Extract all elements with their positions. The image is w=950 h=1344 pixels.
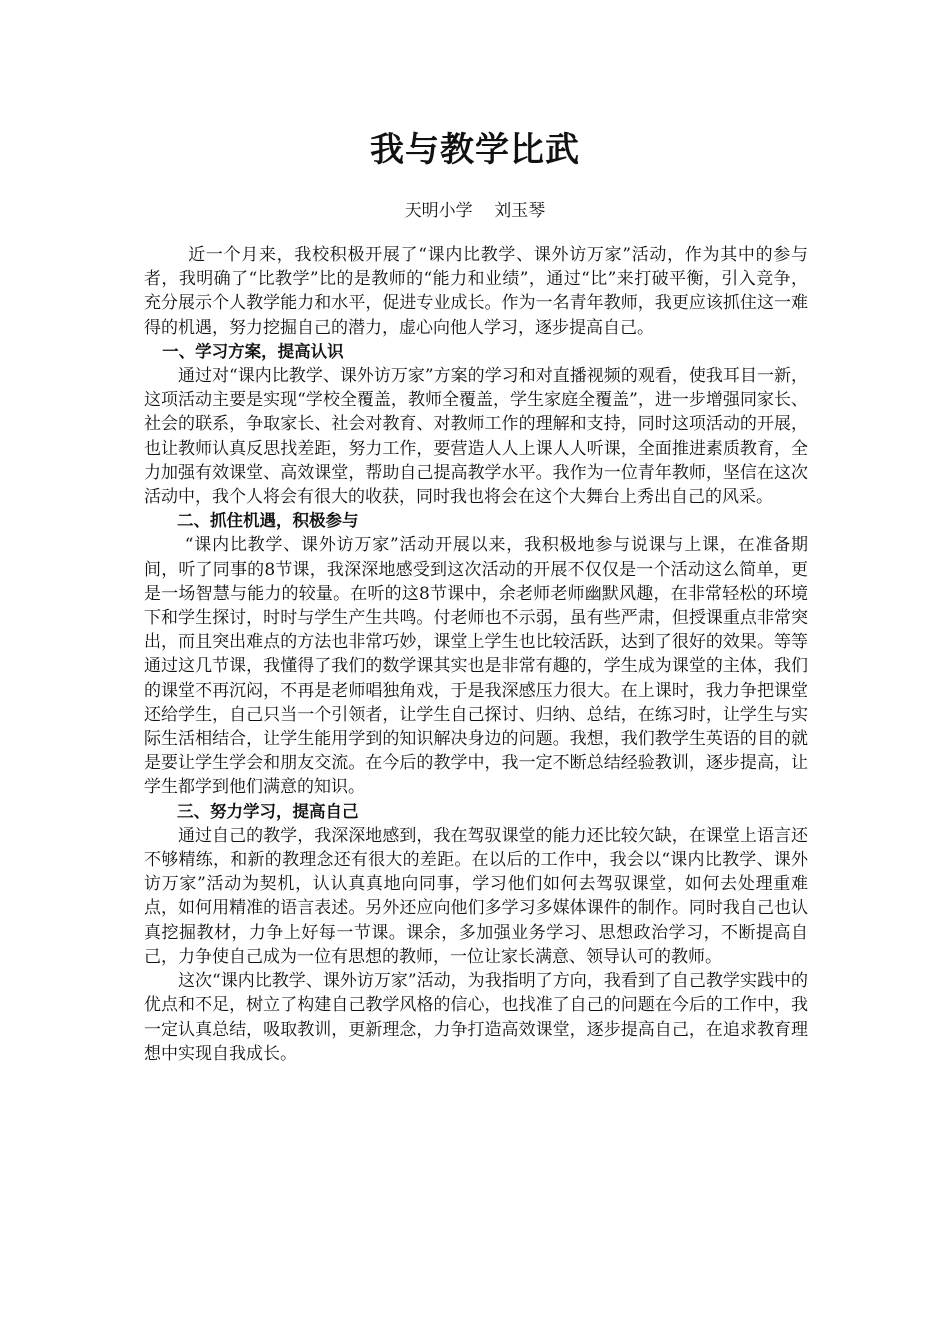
section-heading: 一、学习方案，提高认识 <box>162 341 344 361</box>
intro-paragraph: 近一个月来，我校积极开展了“课内比教学、课外访万家”活动，作为其中的参与者，我明确了“比教学”比的是教师的“能力和业绩”，通过“比”来打破平衡，引入竞争，充分展示个人教学能力和水平，促进专业成长。作为一名青年教师，我更应该抓住这一难得的机遇，努力挖掘自己的潜力，虚心向他人学习，逐步提高自己。 <box>144 245 808 338</box>
section-heading: 三、努力学习，提高自己 <box>177 801 359 821</box>
section-heading: 二、抓住机遇，积极参与 <box>177 511 359 531</box>
closing-paragraph: 这次“课内比教学、课外访万家”活动，为我指明了方向，我看到了自己教学实践中的优点和不足，树立了构建自己教学风格的信心，也找准了自己的问题在今后的工作中，我一定认真总结，吸取教训，更新理念，力争打造高效课堂，逐步提高自己，在追求教育理想中实现自我成长。 <box>144 971 808 1064</box>
author-line: 天明小学 刘玉琴 <box>404 201 546 221</box>
section-paragraph: “课内比教学、课外访万家”活动开展以来，我积极地参与说课与上课，在准备期间，听了同事的8节课，我深深地感受到这次活动的开展不仅仅是一个活动这么简单，更是一场智慧与能力的较量。在听的这8节课中，余老师老师幽默风趣，在非常轻松的环境下和学生探讨，时时与学生产生共鸣。付老师也不示弱，虽有些严肃，但授课重点非常突出，而且突出难点的方法也非常巧妙，课堂上学生也比较活跃，达到了很好的效果。等等通过这几节课，我懂得了我们的数学课其实也是非常有趣的，学生成为课堂的主体，我们的课堂不再沉闷，不再是老师唱独角戏，于是我深感压力很大。在上课时，我力争把课堂还给学生，自己只当一个引领者，让学生自己探讨、归纳、总结，在练习时，让学生与实际生活相结合，让学生能用学到的知识解决身边的问题。我想，我们教学生英语的目的就是要让学生学会和朋友交流。在今后的教学中，我一定不断总结经验教训，逐步提高，让学生都学到他们满意的知识。 <box>144 535 808 798</box>
document-body <box>144 243 808 1066</box>
section-paragraph: 通过自己的教学，我深深地感到，我在驾驭课堂的能力还比较欠缺，在课堂上语言还不够精练，和新的教理念还有很大的差距。在以后的工作中，我会以“课内比教学、课外访万家”活动为契机，认认真真地向同事，学习他们如何去驾驭课堂，如何去处理重难点，如何用精准的语言表述。另外还应向他们多学习多媒体课件的制作。同时我自己也认真挖掘教材，力争上好每一节课。课余，多加强业务学习、思想政治学习，不断提高自己，力争使自己成为一位有思想的教师，一位让家长满意、领导认可的教师。 <box>144 825 808 967</box>
document-title: 我与教学比武 <box>370 130 580 170</box>
section-paragraph: 通过对“课内比教学、课外访万家”方案的学习和对直播视频的观看，使我耳目一新，这项活动主要是实现“学校全覆盖，教师全覆盖，学生家庭全覆盖”，进一步增强同家长、社会的联系，争取家长、社会对教育、对教师工作的理解和支持，同时这项活动的开展，也让教师认真反思找差距，努力工作，要营造人人上课人人听课，全面推进素质教育，全力加强有效课堂、高效课堂，帮助自己提高教学水平。我作为一位青年教师，坚信在这次活动中，我个人将会有很大的收获，同时我也将会在这个大舞台上秀出自己的风采。 <box>144 366 808 508</box>
